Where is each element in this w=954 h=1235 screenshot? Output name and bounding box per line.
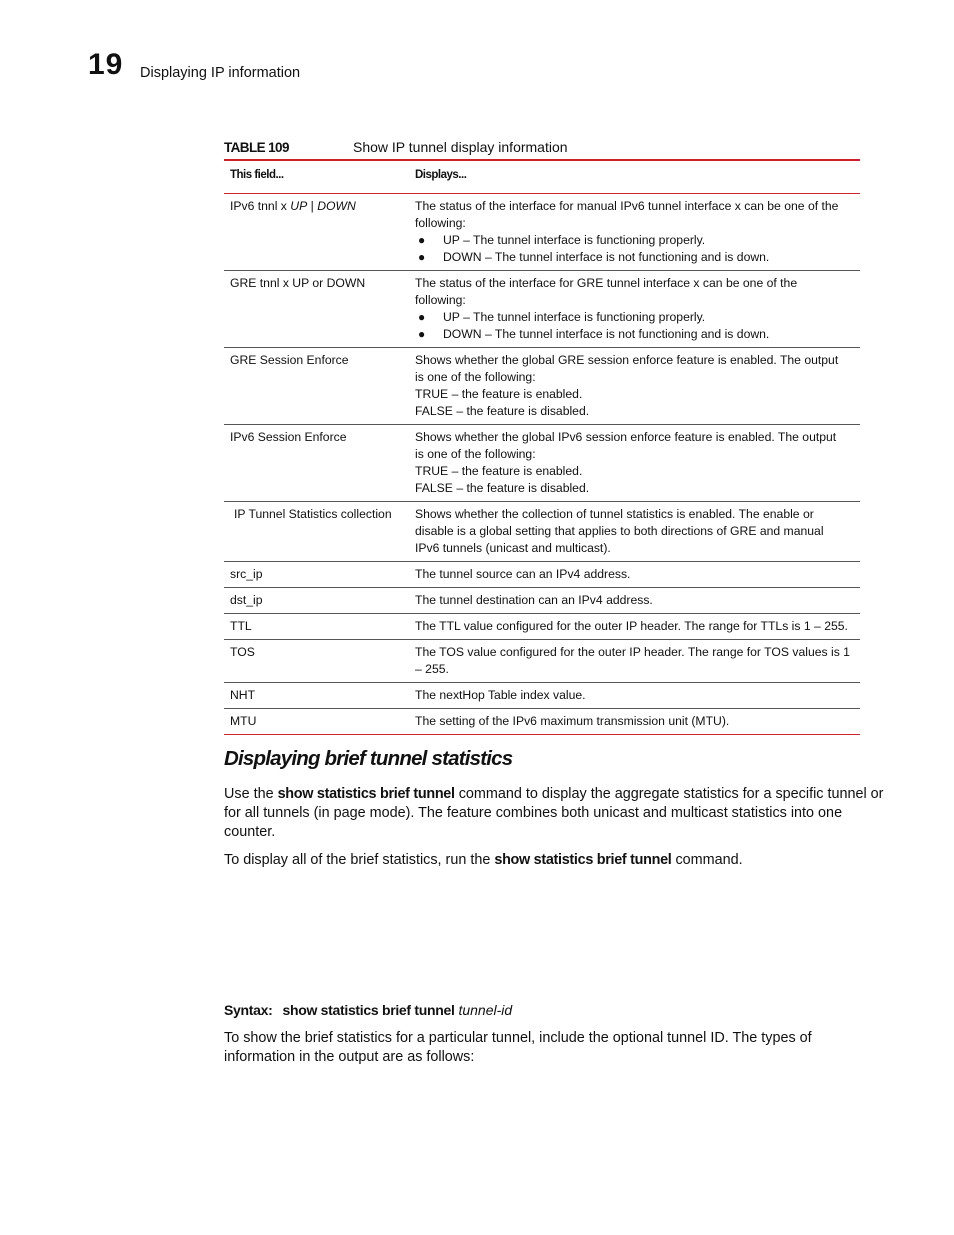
bullet-list xyxy=(415,232,858,266)
table-row xyxy=(224,502,860,562)
description-cell: The tunnel destination can an IPv4 address. xyxy=(409,588,860,614)
syntax-line xyxy=(224,1002,512,1018)
description-cell: The status of the interface for GRE tunnel interface x can be one of the following: ● UP – The tunnel interface is functioning properly. ● DOWN – The tunnel interface is not functioning and is down. xyxy=(409,271,860,348)
field-cell: dst_ip xyxy=(224,588,409,614)
bullet-icon: ● xyxy=(418,250,426,264)
chapter-title: Displaying IP information xyxy=(140,65,301,81)
bullet-icon: ● xyxy=(418,310,426,324)
description-cell: The TTL value configured for the outer IP header. The range for TTLs is 1 – 255. xyxy=(409,614,860,640)
description-cell: The tunnel source can an IPv4 address. xyxy=(409,562,860,588)
bullet-icon: ● xyxy=(418,233,426,247)
field-cell: NHT xyxy=(224,683,409,709)
table-row xyxy=(224,348,860,425)
tunnel-info-table xyxy=(224,159,860,735)
paragraph-intro: Use the show statistics brief tunnel command to display the aggregate statistics for a specific tunnel or for all tunnels (in page mode). The feature combines both unicast and multicast statistics into one counter. xyxy=(224,786,884,840)
chapter-number: 19 xyxy=(88,48,124,81)
field-cell: GRE Session Enforce xyxy=(224,348,409,425)
description-cell: Shows whether the global GRE session enforce feature is enabled. The output is one of the following: TRUE – the feature is enabled. FALSE – the feature is disabled. xyxy=(409,348,860,425)
column-header-field: This field... xyxy=(224,160,409,194)
table-row xyxy=(224,194,860,271)
bullet-list xyxy=(415,309,858,343)
table-number: TABLE 109 xyxy=(224,140,289,155)
description-cell: The TOS value configured for the outer IP header. The range for TOS values is 1 – 255. xyxy=(409,640,860,683)
table-row xyxy=(224,588,860,614)
table-caption xyxy=(224,139,860,159)
field-cell: IPv6 tnnl x UP | DOWN xyxy=(224,194,409,271)
field-cell: MTU xyxy=(230,714,257,728)
column-header-displays: Displays... xyxy=(409,160,860,194)
field-cell: IP Tunnel Statistics collection xyxy=(224,502,409,562)
field-cell: GRE tnnl x UP or DOWN xyxy=(224,271,409,348)
description-cell: The setting of the IPv6 maximum transmission unit (MTU). xyxy=(415,714,730,728)
list-item: ● DOWN – The tunnel interface is not functioning and is down. xyxy=(418,327,770,341)
field-cell: src_ip xyxy=(224,562,409,588)
field-cell: TTL xyxy=(224,614,409,640)
table-row xyxy=(224,640,860,683)
description-cell: The nextHop Table index value. xyxy=(409,683,860,709)
syntax-command: show statistics brief tunnel xyxy=(282,1002,455,1018)
field-cell: IPv6 Session Enforce xyxy=(224,425,409,502)
table-row xyxy=(224,562,860,588)
table-row xyxy=(224,425,860,502)
table-row xyxy=(224,271,860,348)
description-cell: Shows whether the global IPv6 session enforce feature is enabled. The output is one of the following: TRUE – the feature is enabled. FALSE – the feature is disabled. xyxy=(409,425,860,502)
bullet-icon: ● xyxy=(418,327,426,341)
syntax-argument: tunnel-id xyxy=(458,1002,513,1018)
description-cell: The status of the interface for manual IPv6 tunnel interface x can be one of the following: ● UP – The tunnel interface is functioning properly. ● DOWN – The tunnel interface is not functioning and is down. xyxy=(409,194,860,271)
table-row xyxy=(224,709,860,735)
table-row xyxy=(224,614,860,640)
list-item: ● UP – The tunnel interface is functioning properly. xyxy=(418,310,706,324)
list-item: ● DOWN – The tunnel interface is not functioning and is down. xyxy=(418,250,770,264)
section-heading: Displaying brief tunnel statistics xyxy=(224,747,513,770)
paragraph-tunnel-id: To show the brief statistics for a particular tunnel, include the optional tunnel ID. The types of information in the output are as follows: xyxy=(224,1030,812,1065)
command-text: show statistics brief tunnel xyxy=(494,852,672,868)
field-cell: TOS xyxy=(224,640,409,683)
command-text: show statistics brief tunnel xyxy=(277,786,455,802)
table-row xyxy=(224,683,860,709)
syntax-label: Syntax: xyxy=(224,1002,273,1018)
paragraph-run-command: To display all of the brief statistics, run the show statistics brief tunnel command. xyxy=(224,852,743,868)
list-item: ● UP – The tunnel interface is functioning properly. xyxy=(418,233,706,247)
description-cell: Shows whether the collection of tunnel statistics is enabled. The enable or disable is a global setting that applies to both directions of GRE and manual IPv6 tunnels (unicast and multicast). xyxy=(409,502,860,562)
table-header-row xyxy=(224,160,860,194)
table-title: Show IP tunnel display information xyxy=(353,139,568,155)
